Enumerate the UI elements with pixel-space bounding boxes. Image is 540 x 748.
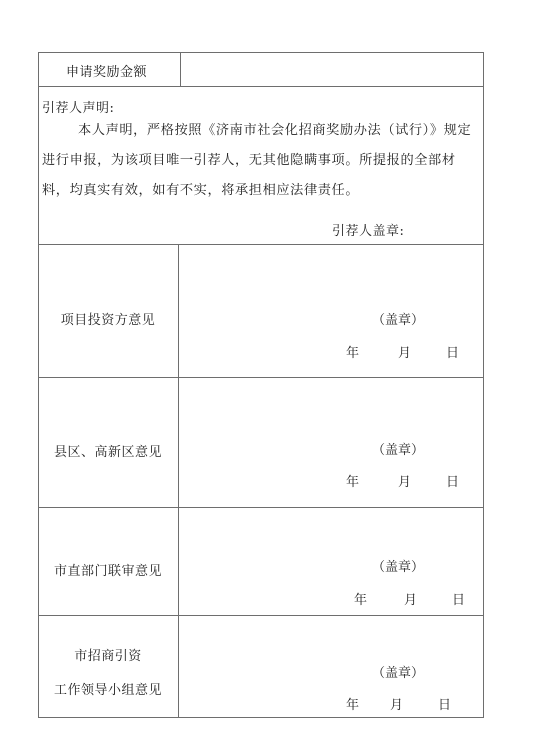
declaration-text: [42, 116, 482, 206]
table-divider: [38, 244, 484, 245]
table-border-bottom: [38, 717, 484, 718]
date-year: 年: [346, 698, 360, 713]
table-divider: [38, 377, 484, 378]
signature-label: 引荐人盖章:: [332, 224, 405, 239]
district-opinion-label: 县区、高新区意见: [53, 445, 162, 460]
column-divider: [180, 52, 181, 86]
date-month: 月: [398, 346, 412, 361]
department-seal-label: （盖章）: [372, 560, 425, 575]
date-day: 日: [446, 475, 460, 490]
leading-group-opinion-label-line2: 工作领导小组意见: [53, 683, 162, 698]
reward-application-form: [38, 52, 484, 718]
date-day: 日: [452, 593, 466, 608]
leading-group-seal-label: （盖章）: [372, 666, 425, 681]
table-border-left: [38, 52, 39, 718]
date-day: 日: [438, 698, 452, 713]
table-border-top: [38, 52, 484, 53]
date-year: 年: [346, 475, 360, 490]
date-month: 月: [404, 593, 418, 608]
investor-opinion-label: 项目投资方意见: [60, 313, 156, 328]
date-month: 月: [390, 698, 404, 713]
leading-group-opinion-label-line1: 市招商引资: [74, 649, 142, 664]
declaration-heading: 引荐人声明:: [42, 101, 115, 116]
declaration-body: 本人声明，严格按照《济南市社会化招商奖励办法（试行）》规定进行申报，为该项目唯一引荐人，无其他隐瞒事项。所提报的全部材料，均真实有效，如有不实，将承担相应法律责任。: [42, 123, 472, 198]
date-day: 日: [446, 346, 460, 361]
district-seal-label: （盖章）: [372, 443, 425, 458]
table-border-right: [483, 52, 484, 718]
table-divider: [38, 86, 484, 87]
date-month: 月: [398, 475, 412, 490]
amount-field[interactable]: [190, 61, 476, 79]
date-year: 年: [354, 593, 368, 608]
table-divider: [38, 507, 484, 508]
amount-label: 申请奖励金额: [66, 65, 148, 80]
department-opinion-label: 市直部门联审意见: [53, 564, 162, 579]
date-year: 年: [346, 346, 360, 361]
table-divider: [38, 615, 484, 616]
investor-seal-label: （盖章）: [372, 313, 425, 328]
column-divider: [178, 244, 179, 718]
